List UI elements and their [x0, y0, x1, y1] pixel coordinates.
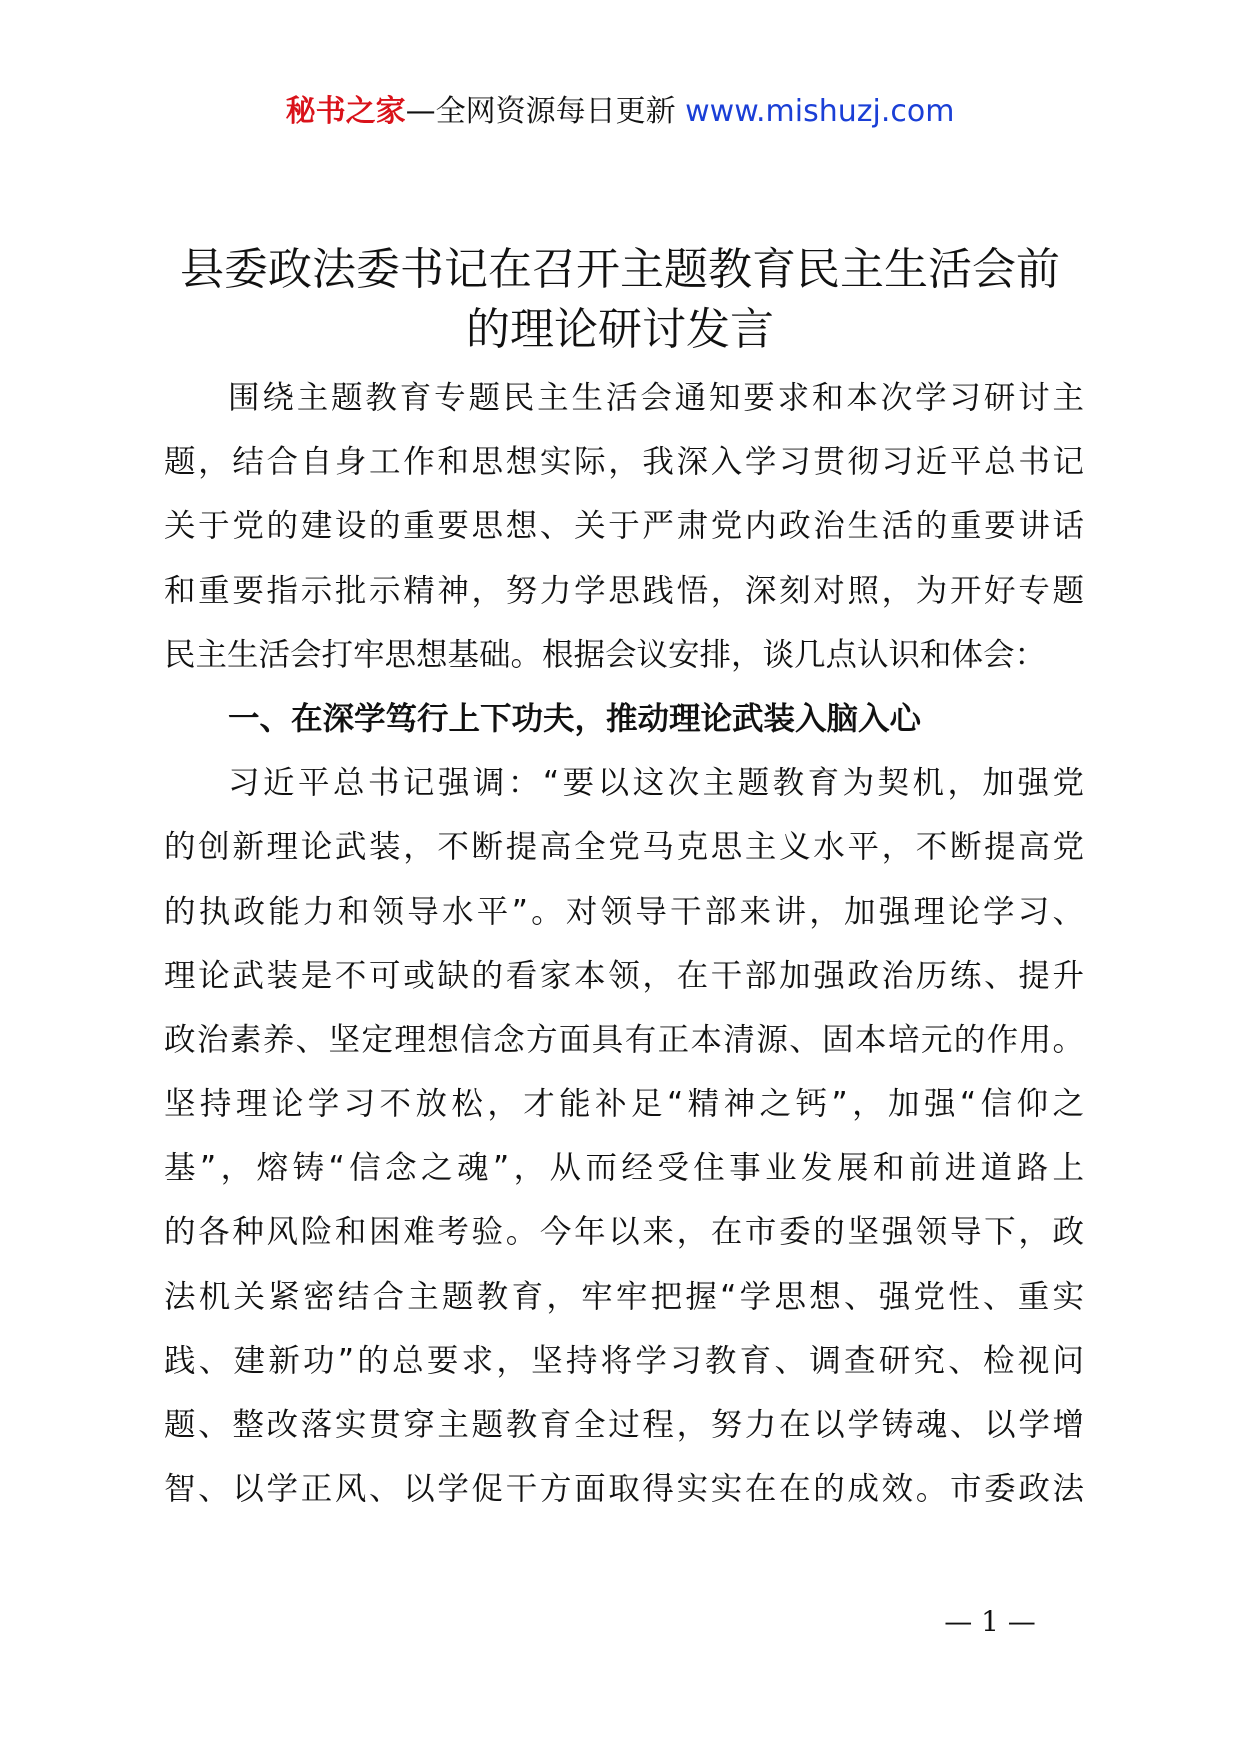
body-line: 关于党的建设的重要思想、关于严肃党内政治生活的重要讲话 [164, 508, 1084, 545]
page-number: — 1 — [944, 1605, 1036, 1638]
body-line: 基”，熔铸“信念之魂”，从而经受住事业发展和前进道路上 [164, 1150, 1084, 1187]
document-title [150, 240, 1090, 360]
body-line: 的创新理论武装，不断提高全党马克思主义水平，不断提高党 [164, 829, 1084, 866]
body-line: 智、以学正风、以学促干方面取得实实在在的成效。市委政法 [164, 1471, 1084, 1508]
body-line: 民主生活会打牢思想基础。根据会议安排，谈几点认识和体会： [164, 636, 1047, 673]
body-line: 政治素养、坚定理想信念方面具有正本清源、固本培元的作用。 [164, 1021, 1084, 1058]
body-line: 践、建新功”的总要求，坚持将学习教育、调查研究、检视问 [164, 1342, 1084, 1379]
body-line: 题，结合自身工作和思想实际，我深入学习贯彻习近平总书记 [164, 444, 1084, 481]
site-banner [0, 92, 1240, 132]
body-line: 围绕主题教育专题民主生活会通知要求和本次学习研讨主 [228, 380, 1084, 416]
section-heading: 一、在深学笃行上下功夫，推动理论武装入脑入心 [228, 700, 922, 737]
site-url-link[interactable]: www.mishuzj.com [685, 94, 955, 129]
body-line: 的各种风险和困难考验。今年以来，在市委的坚强领导下，政 [164, 1214, 1084, 1251]
body-line: 理论武装是不可或缺的看家本领，在干部加强政治历练、提升 [164, 957, 1084, 994]
brand-name: 秘书之家 [285, 94, 406, 129]
banner-tagline: —全网资源每日更新 [405, 94, 676, 129]
body-line: 习近平总书记强调：“要以这次主题教育为契机，加强党 [228, 765, 1084, 802]
title-line-1: 县委政法委书记在召开主题教育民主生活会前 [180, 244, 1060, 295]
title-line-2: 的理论研讨发言 [466, 304, 774, 355]
body-line: 坚持理论学习不放松，才能补足“精神之钙”，加强“信仰之 [164, 1086, 1084, 1123]
body-line: 和重要指示批示精神，努力学思践悟，深刻对照，为开好专题 [164, 572, 1084, 609]
body-line: 法机关紧密结合主题教育，牢牢把握“学思想、强党性、重实 [164, 1278, 1084, 1315]
document-body [164, 366, 1084, 1521]
body-line: 题、整改落实贯穿主题教育全过程，努力在以学铸魂、以学增 [164, 1407, 1084, 1443]
body-line: 的执政能力和领导水平”。对领导干部来讲，加强理论学习、 [164, 893, 1084, 930]
